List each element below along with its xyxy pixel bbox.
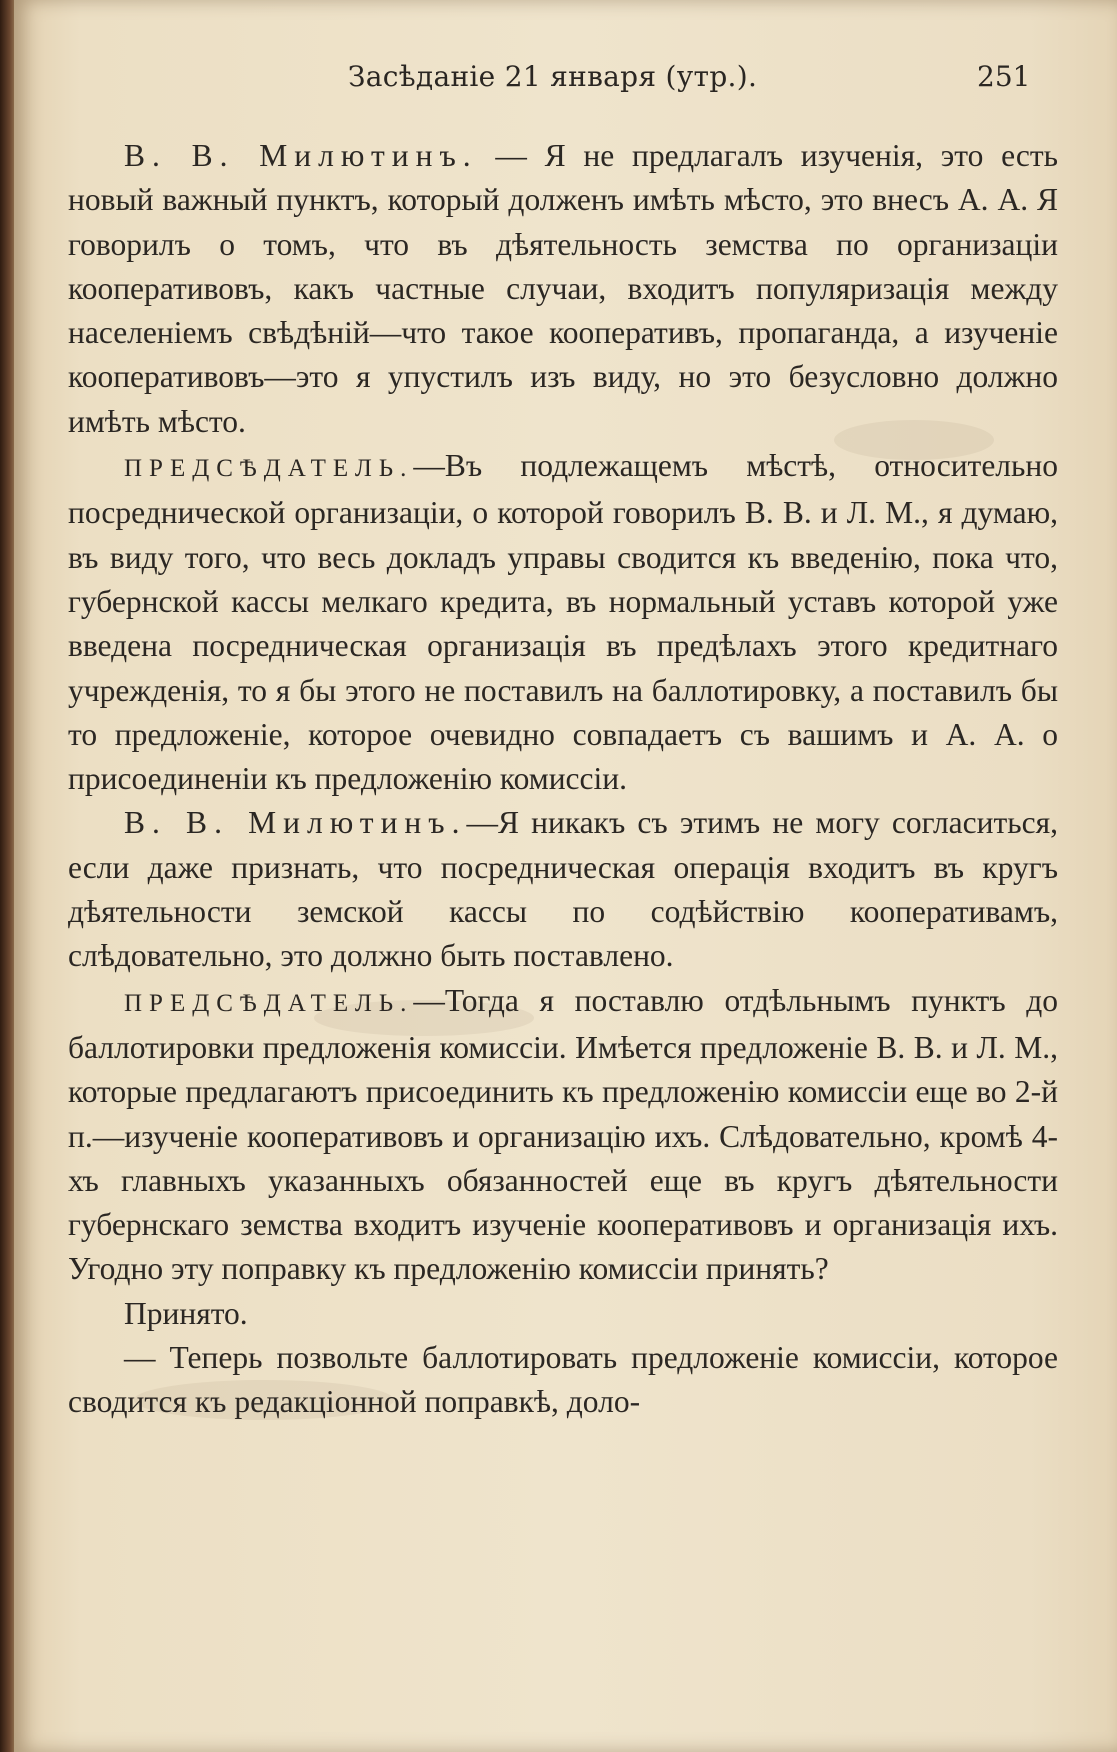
paragraph-text: —Тогда я поставлю отдѣльнымъ пунктъ до баллотировки предложенія комиссіи. Имѣется предложеніе В. В. и Л. М., которые предлагаютъ присоединить къ предложенію комиссіи еще во 2-й п.—изученіе кооперативовъ и организацію ихъ. Слѣдовательно, кромѣ 4-хъ главныхъ указанныхъ обязанностей еще въ кругъ дѣятельности губернскаго земства входитъ изученіе кооперативовъ и организація ихъ. Угодно эту поправку къ предложенію комиссіи принять? (68, 982, 1058, 1287)
paragraph-text: — Теперь позвольте баллотировать предложеніе комиссіи, которое сводится къ редакціонной поправкѣ, доло- (68, 1340, 1058, 1420)
paragraph-text: — Я не предлагалъ изученія, это есть новый важный пунктъ, который долженъ имѣть мѣсто, это внесъ А. А. Я говорилъ о томъ, что въ дѣятельность земства по организаціи кооперативовъ, какъ частные случаи, входитъ популяризація между населеніемъ свѣдѣній—что такое кооперативъ, пропаганда, а изученіе кооперативовъ—это я упустилъ изъ виду, но это безусловно должно имѣть мѣсто. (68, 138, 1058, 439)
speaker-name: ПРЕДСѢДАТЕЛЬ. (124, 989, 414, 1017)
paragraph (68, 1336, 1058, 1425)
paragraph-text: Принято. (124, 1295, 248, 1331)
paragraph (68, 979, 1058, 1292)
header-title: Засѣданіе 21 января (утр.). (348, 60, 758, 93)
paragraph (68, 801, 1058, 978)
running-header (0, 60, 1117, 104)
paragraph (68, 1292, 1058, 1336)
speaker-name: В. В. Милютинъ. (124, 805, 467, 841)
paragraph (68, 444, 1058, 801)
book-spine (0, 0, 14, 1752)
page-number: 251 (977, 60, 1031, 93)
speaker-name: В. В. Милютинъ. (124, 138, 478, 173)
speaker-name: ПРЕДСѢДАТЕЛЬ. (124, 455, 414, 483)
paragraph-text: —Въ подлежащемъ мѣстѣ, относительно посреднической организаціи, о которой говорилъ В. В. и Л. М., я думаю, въ виду того, что весь докладъ управы сводится къ введенію, пока что, губернской кассы мелкаго кредита, въ нормальный уставъ которой уже введена посредническая организація въ предѣлахъ этого кредитнаго учрежденія, то я бы этого не поставилъ на баллотировку, а поставилъ бы то предложеніе, которое очевидно совпадаетъ съ вашимъ и А. А. о присоединеніи къ предложенію комиссіи. (68, 448, 1058, 797)
paragraph (68, 134, 1058, 444)
page-body (68, 134, 1058, 1425)
paragraph-text: —Я никакъ съ этимъ не могу согласиться, если даже признать, что посредническая операція входитъ въ кругъ дѣятельности земской кассы по содѣйствію кооперативамъ, слѣдовательно, это должно быть поставлено. (68, 805, 1058, 974)
